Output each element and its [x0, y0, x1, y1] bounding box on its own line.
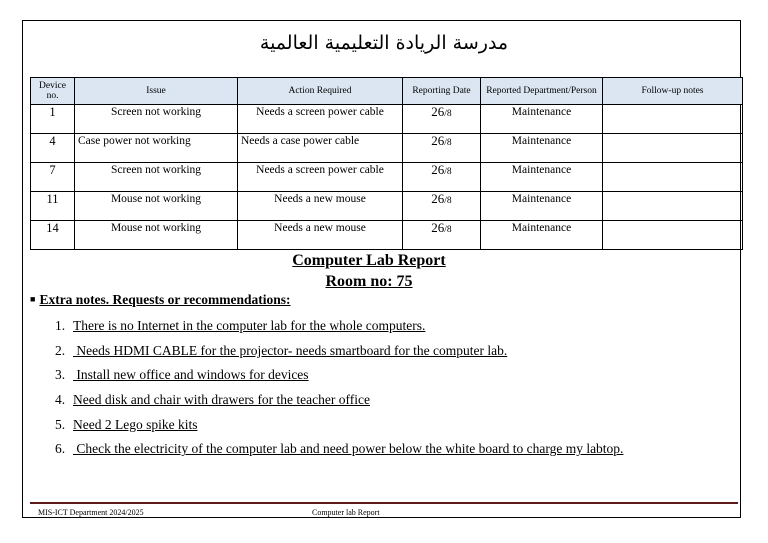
table-row [31, 163, 743, 192]
department-cell: Maintenance [481, 163, 603, 192]
footer-department: MIS-ICT Department 2024/2025 [38, 508, 144, 517]
action-cell: Needs a new mouse [238, 221, 403, 250]
date-day: 26 [431, 191, 445, 206]
footer-report-name: Computer lab Report [312, 508, 380, 517]
date-day: 26 [431, 104, 445, 119]
follow-up-cell [603, 105, 743, 134]
header-issue: Issue [75, 78, 238, 105]
issues-table [30, 77, 743, 250]
follow-up-cell [603, 192, 743, 221]
list-number: 3. [55, 367, 66, 383]
list-item [55, 417, 623, 442]
issue-cell: Case power not working [75, 134, 238, 163]
note-text: Needs HDMI CABLE for the projector- needs smartboard for the computer lab. [73, 342, 508, 358]
action-cell: Needs a new mouse [238, 192, 403, 221]
header-reported-department: Reported Department/Person [481, 78, 603, 105]
list-item [55, 343, 623, 368]
table-row [31, 192, 743, 221]
device-no-cell: 1 [31, 105, 75, 134]
header-device-no: Device no. [31, 78, 75, 105]
date-day: 26 [431, 162, 445, 177]
issue-cell: Screen not working [75, 105, 238, 134]
date-month: /8 [444, 167, 452, 177]
header-action-required: Action Required [238, 78, 403, 105]
table-row [31, 105, 743, 134]
note-text: There is no Internet in the computer lab for the whole computers. [73, 318, 426, 333]
note-text: Need disk and chair with drawers for the teacher office [73, 392, 370, 408]
action-cell: Needs a case power cable [238, 134, 403, 163]
date-day: 26 [431, 220, 445, 235]
date-month: /8 [444, 109, 452, 119]
reporting-date-cell [403, 221, 481, 250]
list-number: 1. [55, 318, 66, 333]
follow-up-cell [603, 221, 743, 250]
header-reporting-date: Reporting Date [403, 78, 481, 105]
table-header-row [31, 78, 743, 105]
list-item [55, 318, 623, 343]
department-cell: Maintenance [481, 105, 603, 134]
department-cell: Maintenance [481, 192, 603, 221]
extra-notes-heading [30, 292, 291, 308]
issue-cell: Screen not working [75, 163, 238, 192]
department-cell: Maintenance [481, 221, 603, 250]
device-no-cell: 11 [31, 192, 75, 221]
list-item [55, 367, 623, 392]
device-no-cell: 4 [31, 134, 75, 163]
table-row [31, 221, 743, 250]
action-cell: Needs a screen power cable [238, 163, 403, 192]
school-name: مدرسة الريادة التعليمية العالمية [259, 32, 509, 54]
date-month: /8 [444, 225, 452, 235]
list-number: 2. [55, 342, 66, 358]
report-title: Computer Lab Report [292, 252, 446, 269]
square-bullet-icon: ■ [30, 294, 36, 304]
date-month: /8 [444, 196, 452, 206]
table-row [31, 134, 743, 163]
extra-notes-label: Extra notes. Requests or recommendations: [39, 292, 291, 307]
note-text: Need 2 Lego spike kits [73, 416, 198, 432]
reporting-date-cell [403, 134, 481, 163]
date-month: /8 [444, 138, 452, 148]
footer-divider [30, 502, 738, 504]
header-follow-up-notes: Follow-up notes [603, 78, 743, 105]
action-cell: Needs a screen power cable [238, 105, 403, 134]
department-cell: Maintenance [481, 134, 603, 163]
list-number: 5. [55, 416, 66, 432]
room-number: Room no: 75 [325, 273, 413, 290]
device-no-cell: 14 [31, 221, 75, 250]
notes-list [55, 318, 623, 466]
list-item [55, 441, 623, 466]
follow-up-cell [603, 134, 743, 163]
date-day: 26 [431, 133, 445, 148]
device-no-cell: 7 [31, 163, 75, 192]
list-number: 4. [55, 392, 66, 408]
note-text: Check the electricity of the computer lab and need power below the white board to charge my labtop. [73, 441, 624, 457]
reporting-date-cell [403, 105, 481, 134]
note-text: Install new office and windows for devices [73, 367, 309, 383]
list-number: 6. [55, 441, 66, 457]
list-item [55, 392, 623, 417]
follow-up-cell [603, 163, 743, 192]
issue-cell: Mouse not working [75, 192, 238, 221]
reporting-date-cell [403, 192, 481, 221]
issue-cell: Mouse not working [75, 221, 238, 250]
reporting-date-cell [403, 163, 481, 192]
